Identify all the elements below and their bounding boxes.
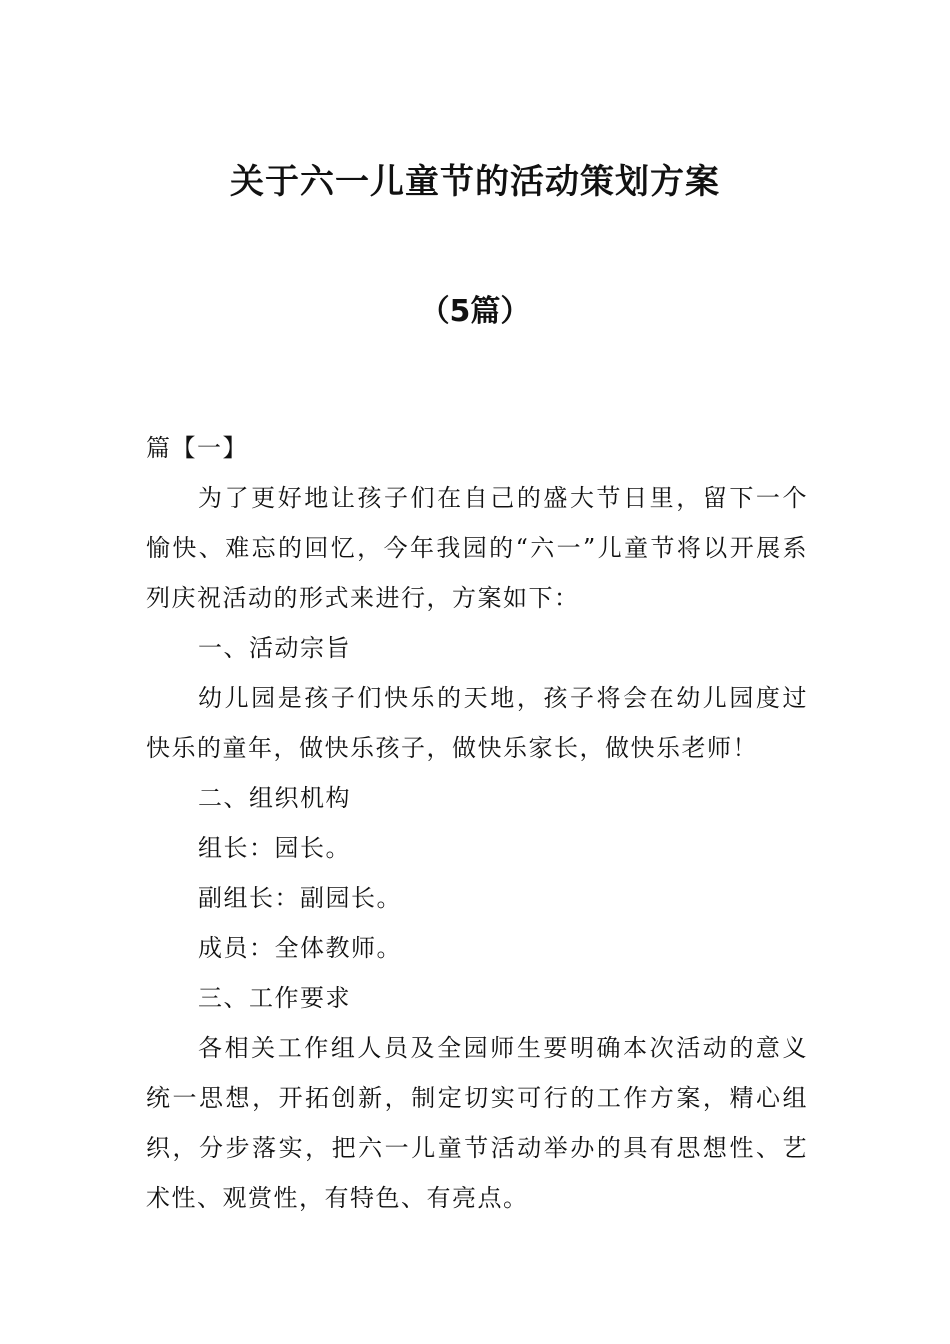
intro-paragraph: 为了更好地让孩子们在自己的盛大节日里，留下一个愉快、难忘的回忆，今年我园的“六一”儿童节将以开展系列庆祝活动的形式来进行，方案如下：	[146, 484, 808, 612]
heading-purpose: 一、活动宗旨	[198, 634, 351, 662]
org-leader: 组长：园长。	[198, 834, 351, 862]
document-body	[146, 423, 808, 1223]
heading-organization: 二、组织机构	[198, 784, 351, 812]
document-title: 关于六一儿童节的活动策划方案	[230, 162, 720, 202]
org-deputy: 副组长：副园长。	[198, 884, 402, 912]
org-members: 成员：全体教师。	[198, 934, 402, 962]
heading-requirements: 三、工作要求	[198, 984, 351, 1012]
requirements-paragraph: 各相关工作组人员及全园师生要明确本次活动的意义统一思想，开拓创新，制定切实可行的工作方案，精心组织，分步落实，把六一儿童节活动举办的具有思想性、艺术性、观赏性，有特色、有亮点。	[146, 1034, 808, 1212]
section-label: 篇【一】	[146, 434, 248, 462]
purpose-paragraph: 幼儿园是孩子们快乐的天地，孩子将会在幼儿园度过快乐的童年，做快乐孩子，做快乐家长，做快乐老师！	[146, 684, 808, 762]
document-subtitle: （5篇）	[419, 294, 531, 329]
